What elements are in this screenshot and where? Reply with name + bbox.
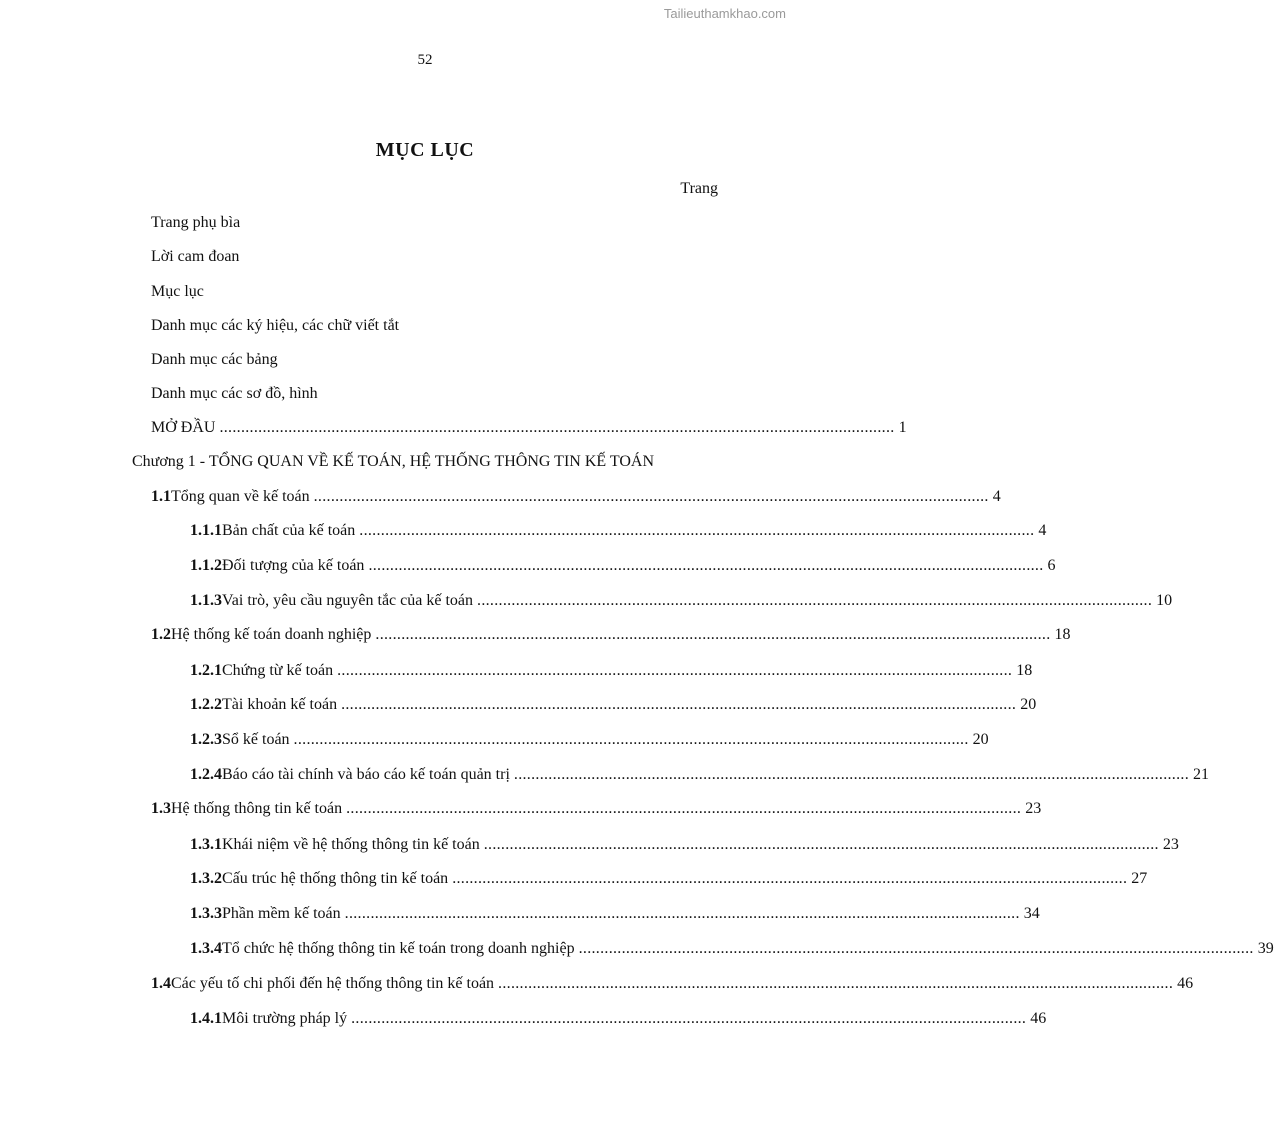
toc-entry [190, 522, 1047, 540]
chapter-heading: Chương 1 - TỔNG QUAN VỀ KẾ TOÁN, HỆ THỐNG THÔNG TIN KẾ TOÁN [132, 453, 655, 470]
toc-entry [190, 557, 1056, 575]
toc-entry-page: 20 [1020, 696, 1037, 713]
toc-entry-page: 46 [1030, 1010, 1047, 1027]
leader-dots: ............................................................................................................................................................. [477, 592, 1153, 609]
toc-entry [151, 626, 1071, 644]
leader-dots: ............................................................................................................................................................. [498, 975, 1174, 992]
toc-entry [190, 766, 1209, 784]
leader-dots: ............................................................................................................................................................. [359, 522, 1035, 539]
toc-front-cover: Trang phụ bìa [151, 214, 241, 231]
leader-dots: ............................................................................................................................................................. [513, 766, 1189, 783]
leader-dots: ............................................................................................................................................................. [375, 626, 1051, 643]
toc-entry [190, 1010, 1047, 1028]
toc-entry-page: 4 [992, 488, 1001, 505]
watermark: Tailieuthamkhao.com [663, 6, 786, 21]
toc-entry-page: 1 [898, 419, 907, 436]
toc-entry-page: 23 [1025, 800, 1042, 817]
leader-dots: ............................................................................................................................................................. [368, 557, 1044, 574]
leader-dots: ............................................................................................................................................................. [452, 870, 1128, 887]
toc-entry-label: Tổng quan về kế toán [171, 488, 310, 505]
toc-entry-label: Tổ chức hệ thống thông tin kế toán trong doanh nghiệp [222, 940, 575, 957]
toc-entry-number: 1.1 [151, 488, 171, 505]
toc-entry-label: MỞ ĐẦU [151, 419, 216, 436]
toc-entry-label: Hệ thống kế toán doanh nghiệp [171, 626, 372, 643]
leader-dots: ............................................................................................................................................................. [483, 836, 1159, 853]
toc-entry-number: 1.3.4 [190, 940, 222, 957]
toc-entry-number: 1.2.3 [190, 731, 222, 748]
leader-dots: ............................................................................................................................................................. [341, 696, 1017, 713]
toc-entry [190, 905, 1040, 923]
toc-entry [190, 662, 1033, 680]
toc-entry-page: 20 [972, 731, 989, 748]
toc-abbreviations: Danh mục các ký hiệu, các chữ viết tắt [151, 317, 400, 334]
toc-entry-number: 1.4.1 [190, 1010, 222, 1027]
toc-entry-number: 1.3.2 [190, 870, 222, 887]
leader-dots: ............................................................................................................................................................. [219, 419, 895, 436]
toc-entry-number: 1.1.3 [190, 592, 222, 609]
toc-entry [190, 836, 1179, 854]
toc-tables-list: Danh mục các bảng [151, 351, 278, 368]
toc-entry-label: Đối tượng của kế toán [222, 557, 365, 574]
toc-entry-number: 1.2.1 [190, 662, 222, 679]
toc-entry-label: Phần mềm kế toán [222, 905, 341, 922]
toc-entry-number: 1.1.1 [190, 522, 222, 539]
toc-entry-label: Khái niệm về hệ thống thông tin kế toán [222, 836, 480, 853]
toc-entry-label: Cấu trúc hệ thống thông tin kế toán [222, 870, 449, 887]
toc-entry-label: Vai trò, yêu cầu nguyên tắc của kế toán [222, 592, 474, 609]
leader-dots: ............................................................................................................................................................. [578, 940, 1254, 957]
toc-entry-page: 23 [1162, 836, 1179, 853]
toc-entry-number: 1.1.2 [190, 557, 222, 574]
leader-dots: ............................................................................................................................................................. [293, 731, 969, 748]
toc-entry [190, 696, 1037, 714]
leader-dots: ............................................................................................................................................................. [344, 905, 1020, 922]
toc-entry-intro [151, 419, 907, 437]
toc-entry-label: Sổ kế toán [222, 731, 290, 748]
toc-entry-number: 1.3.3 [190, 905, 222, 922]
toc-entry-page: 34 [1023, 905, 1040, 922]
toc-figures-list: Danh mục các sơ đồ, hình [151, 385, 318, 402]
page-number: 52 [417, 52, 433, 68]
toc-entry-page: 18 [1054, 626, 1071, 643]
toc-entry [151, 975, 1194, 993]
toc-entry-page: 39 [1257, 940, 1274, 957]
toc-entry-page: 6 [1047, 557, 1056, 574]
toc-entry-number: 1.3 [151, 800, 171, 817]
leader-dots: ............................................................................................................................................................. [313, 488, 989, 505]
toc-entry-page: 10 [1156, 592, 1173, 609]
toc-entry [190, 731, 989, 749]
toc-entry-label: Báo cáo tài chính và báo cáo kế toán quản trị [222, 766, 510, 783]
toc-entry-number: 1.2.4 [190, 766, 222, 783]
toc-entry-label: Hệ thống thông tin kế toán [171, 800, 343, 817]
toc-entry [190, 940, 1274, 958]
toc-entry-page: 46 [1177, 975, 1194, 992]
toc-entry-label: Môi trường pháp lý [222, 1010, 348, 1027]
toc-entry-number: 1.4 [151, 975, 171, 992]
page-title: MỤC LỤC [375, 139, 475, 161]
toc-entry [151, 800, 1042, 818]
toc-entry-number: 1.3.1 [190, 836, 222, 853]
leader-dots: ............................................................................................................................................................. [337, 662, 1013, 679]
toc-contents: Mục lục [151, 283, 204, 300]
toc-entry-page: 21 [1193, 766, 1209, 783]
toc-entry [190, 592, 1173, 610]
toc-entry-label: Bản chất của kế toán [222, 522, 356, 539]
toc-declaration: Lời cam đoan [151, 248, 240, 265]
leader-dots: ............................................................................................................................................................. [346, 800, 1022, 817]
toc-entry-label: Các yếu tố chi phối đến hệ thống thông tin kế toán [171, 975, 495, 992]
toc-entry-page: 18 [1016, 662, 1033, 679]
toc-entry-label: Chứng từ kế toán [222, 662, 334, 679]
toc-entry-label: Tài khoản kế toán [222, 696, 338, 713]
page-column-header: Trang [680, 180, 718, 197]
toc-entry [151, 488, 1001, 506]
toc-entry-number: 1.2 [151, 626, 171, 643]
toc-entry-page: 27 [1131, 870, 1148, 887]
leader-dots: ............................................................................................................................................................. [351, 1010, 1027, 1027]
toc-entry [190, 870, 1148, 888]
toc-entry-number: 1.2.2 [190, 696, 222, 713]
toc-entry-page: 4 [1038, 522, 1047, 539]
